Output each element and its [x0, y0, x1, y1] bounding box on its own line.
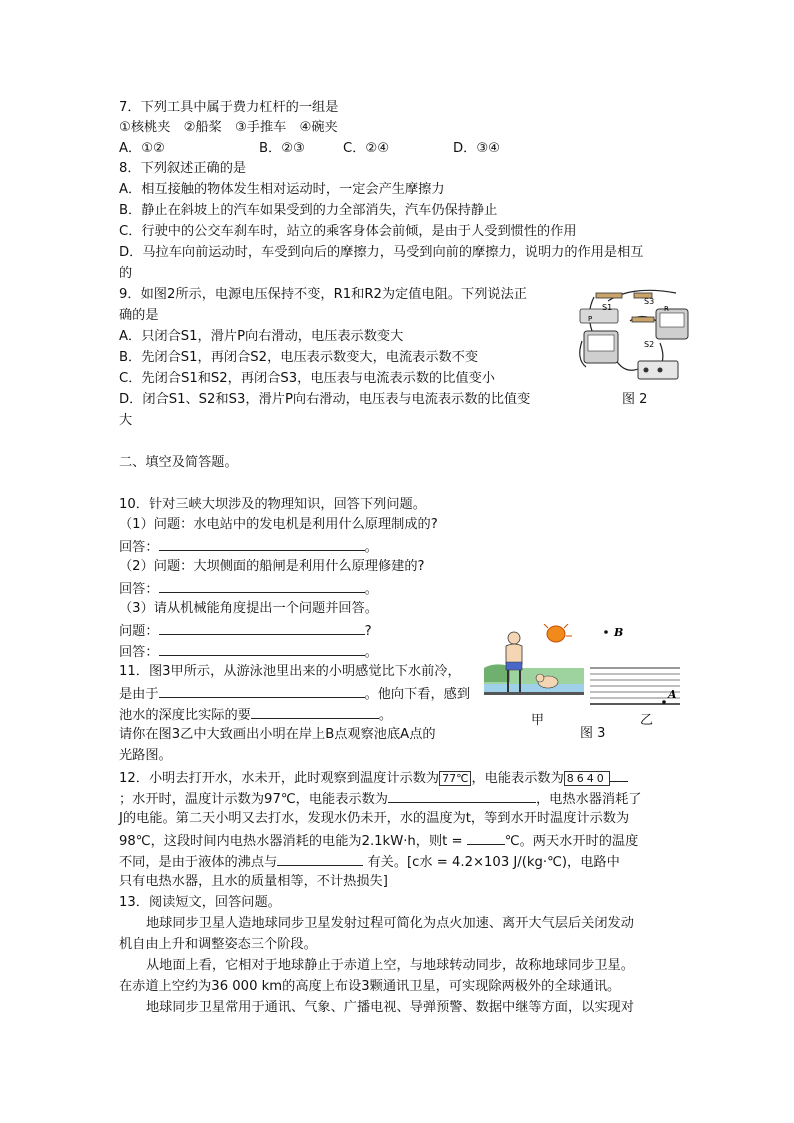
q10-answer-3: 回答： 。 [119, 641, 378, 663]
q13-stem: 13．阅读短文，回答问题。 [119, 895, 281, 910]
q13-passage-p1: 地球同步卫星人造地球同步卫星发射过程可简化为点火加速、离开大气层后关闭发动 [146, 916, 634, 931]
q11-line-4: 请你在图3乙中大致画出小明在岸上B点观察池底A点的 [119, 727, 436, 742]
q8-option-b: B．静止在斜坡上的汽车如果受到的力全部消失，汽车仍保持静止 [119, 203, 498, 218]
q12-line-5: 不同，是由于液体的沸点与 有关。[c水 = 4.2×103 J/(kg·℃)，电路中 [119, 851, 620, 873]
figure-2-label-r: R [664, 305, 669, 313]
q10-stem: 10．针对三峡大坝涉及的物理知识，回答下列问题。 [119, 497, 426, 512]
q12-blank-1[interactable] [388, 788, 536, 803]
q8-option-d-cont: 的 [119, 266, 133, 281]
q13-passage-p1-cont: 机自由上升和调整姿态三个阶段。 [119, 937, 317, 952]
q10-question-2: （2）问题：大坝侧面的船闸是利用什么原理修建的? [119, 559, 425, 574]
q13-passage-p2: 从地面上看，它相对于地球静止于赤道上空，与地球转动同步，故称地球同步卫星。 [146, 958, 634, 973]
q9-stem: 9．如图2所示，电源电压保持不变，R1和R2为定值电阻。下列说法正 [119, 287, 527, 302]
q11-blank-1[interactable] [159, 683, 365, 698]
q11-line-5: 光路图。 [119, 748, 172, 763]
q10-question-1: （1）问题：水电站中的发电机是利用什么原理制成的? [119, 517, 438, 532]
q11-line-3: 池水的深度比实际的要 。 [119, 704, 392, 726]
figure-3-yi-caption: 乙 [640, 713, 654, 728]
q13-passage-p2-cont: 在赤道上空约为36 000 km的高度上布设3颗通讯卫星，可实现除两极外的全球通讯。 [119, 979, 621, 994]
figure-3-point-b: B [614, 626, 624, 639]
q10-answer-2: 回答： 。 [119, 578, 378, 600]
figure-3-jia-caption: 甲 [531, 713, 545, 728]
q8-stem: 8．下列叙述正确的是 [119, 161, 247, 176]
q8-option-c: C．行驶中的公交车刹车时，站立的乘客身体会前倾，是由于人受到惯性的作用 [119, 224, 577, 239]
section-2-heading: 二、填空及简答题。 [119, 455, 238, 470]
q12-line-1: 12．小明去打开水，水未开，此时观察到温度计示数为 77℃ ，电能表示数为 8640 [119, 767, 628, 789]
q10-answer-2-blank[interactable] [159, 578, 365, 593]
q7-option-d: D．③④ [453, 141, 500, 156]
q8-option-a: A．相互接触的物体发生相对运动时，一定会产生摩擦力 [119, 182, 445, 197]
figure-2-label-s3: S3 [644, 297, 655, 306]
q13-passage-p3: 地球同步卫星常用于通讯、气象、广播电视、导弹预警、数据中继等方面，以实现对 [146, 1000, 634, 1015]
figure-3-caption: 图 3 [580, 726, 606, 741]
q10-question-3-blank-line: 问题： ? [119, 620, 372, 642]
q12-line-2: ；水开时，温度计示数为97℃，电能表示数为 ，电热水器消耗了 [119, 788, 641, 810]
q9-option-a: A．只闭合S1，滑片P向右滑动，电压表示数变大 [119, 329, 404, 344]
q7-options [119, 139, 500, 159]
figure-2-circuit [572, 283, 692, 383]
q10-question-3-blank[interactable] [159, 620, 365, 635]
q9-option-d: D．闭合S1、S2和S3，滑片P向右滑动，电压表与电流表示数的比值变 [119, 392, 531, 407]
q9-stem-cont: 确的是 [119, 308, 159, 323]
figure-3-jia-illustration [484, 624, 584, 706]
figure-3-point-a: A [668, 688, 677, 701]
q9-option-c: C．先闭合S1和S2，再闭合S3，电压表与电流表示数的比值变小 [119, 371, 495, 386]
figure-2-label-s2: S2 [644, 340, 655, 349]
q8-option-d: D．马拉车向前运动时，车受到向后的摩擦力，马受到向前的摩擦力，说明力的作用是相互 [119, 245, 644, 260]
meter-reading: 8640 [564, 771, 610, 786]
q10-answer-1: 回答： 。 [119, 536, 378, 558]
q7-stem: 7．下列工具中属于费力杠杆的一组是 [119, 100, 339, 115]
q12-blank-3[interactable] [277, 851, 363, 866]
figure-3-yi-diagram [590, 624, 680, 708]
q12-line-4: 98℃，这段时间内电热水器消耗的电能为2.1kW·h，则t = ℃。两天水开时的温度 [119, 830, 638, 852]
q12-blank-2[interactable] [467, 830, 505, 845]
q10-question-3: （3）请从机械能角度提出一个问题并回答。 [119, 601, 378, 616]
thermometer-reading: 77℃ [439, 771, 471, 786]
q11-stem: 11．图3甲所示，从游泳池里出来的小明感觉比下水前冷， [119, 664, 461, 679]
q12-line-3: J的电能。第二天小明又去打水，发现水仍未开，水的温度为t，等到水开时温度计示数为 [119, 811, 630, 826]
figure-2-label-p: P [588, 315, 593, 323]
q10-answer-1-blank[interactable] [159, 536, 365, 551]
q7-option-b: B．②③ [259, 141, 305, 156]
q10-answer-3-blank[interactable] [159, 641, 365, 656]
q12-line-6: 只有电热水器，且水的质量相等，不计热损失] [119, 874, 388, 889]
q9-option-b: B．先闭合S1，再闭合S2，电压表示数变大，电流表示数不变 [119, 350, 479, 365]
q11-blank-2[interactable] [251, 704, 379, 719]
q7-option-c: C．②④ [343, 141, 390, 156]
q7-items: ①核桃夹 ②船桨 ③手推车 ④碗夹 [119, 120, 338, 135]
q7-option-a: A．①② [119, 141, 165, 156]
figure-2-caption: 图 2 [622, 392, 648, 407]
q9-option-d-cont: 大 [119, 413, 133, 428]
figure-2-label-s1: S1 [602, 303, 613, 312]
q11-line-2: 是由于 。他向下看，感到 [119, 683, 470, 705]
